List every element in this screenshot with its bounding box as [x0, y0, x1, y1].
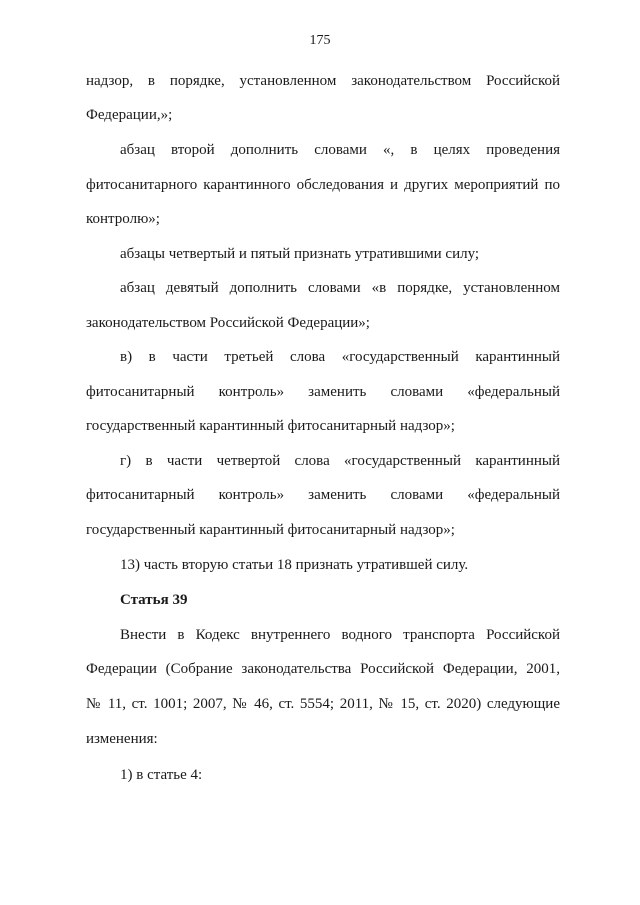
article-heading: Статья 39 [120, 592, 188, 608]
text-line: изменения: [86, 731, 158, 747]
text-line: фитосанитарный контроль» заменить словами «федеральный [86, 487, 560, 503]
text-line: контролю»; [86, 211, 160, 227]
text-line: 13) часть вторую статьи 18 признать утратившей силу. [120, 557, 469, 573]
text-line: законодательством Российской Федерации»; [86, 315, 370, 331]
text-line: фитосанитарный контроль» заменить словами «федеральный [86, 384, 560, 400]
text-line: в) в части третьей слова «государственный карантинный [120, 349, 560, 365]
text-line: фитосанитарного карантинного обследования и других мероприятий по [86, 177, 560, 193]
text-line: абзацы четвертый и пятый признать утратившими силу; [120, 246, 480, 262]
text-line: абзац второй дополнить словами «, в целях проведения [120, 142, 560, 158]
text-line: Федерации (Собрание законодательства Российской Федерации, 2001, [86, 661, 560, 677]
text-line: № 11, ст. 1001; 2007, № 46, ст. 5554; 2011, № 15, ст. 2020) следующие [86, 696, 560, 712]
text-line: государственный карантинный фитосанитарный надзор»; [86, 522, 455, 538]
page-number: 175 [309, 33, 331, 48]
text-line: государственный карантинный фитосанитарный надзор»; [86, 418, 455, 434]
text-line: г) в части четвертой слова «государственный карантинный [120, 453, 560, 469]
text-line: надзор, в порядке, установленном законодательством Российской [86, 73, 560, 89]
text-line: Федерации,»; [86, 107, 173, 123]
text-line: абзац девятый дополнить словами «в порядке, установленном [120, 280, 560, 296]
text-line: Внести в Кодекс внутреннего водного транспорта Российской [120, 627, 560, 643]
text-line: 1) в статье 4: [120, 767, 203, 783]
